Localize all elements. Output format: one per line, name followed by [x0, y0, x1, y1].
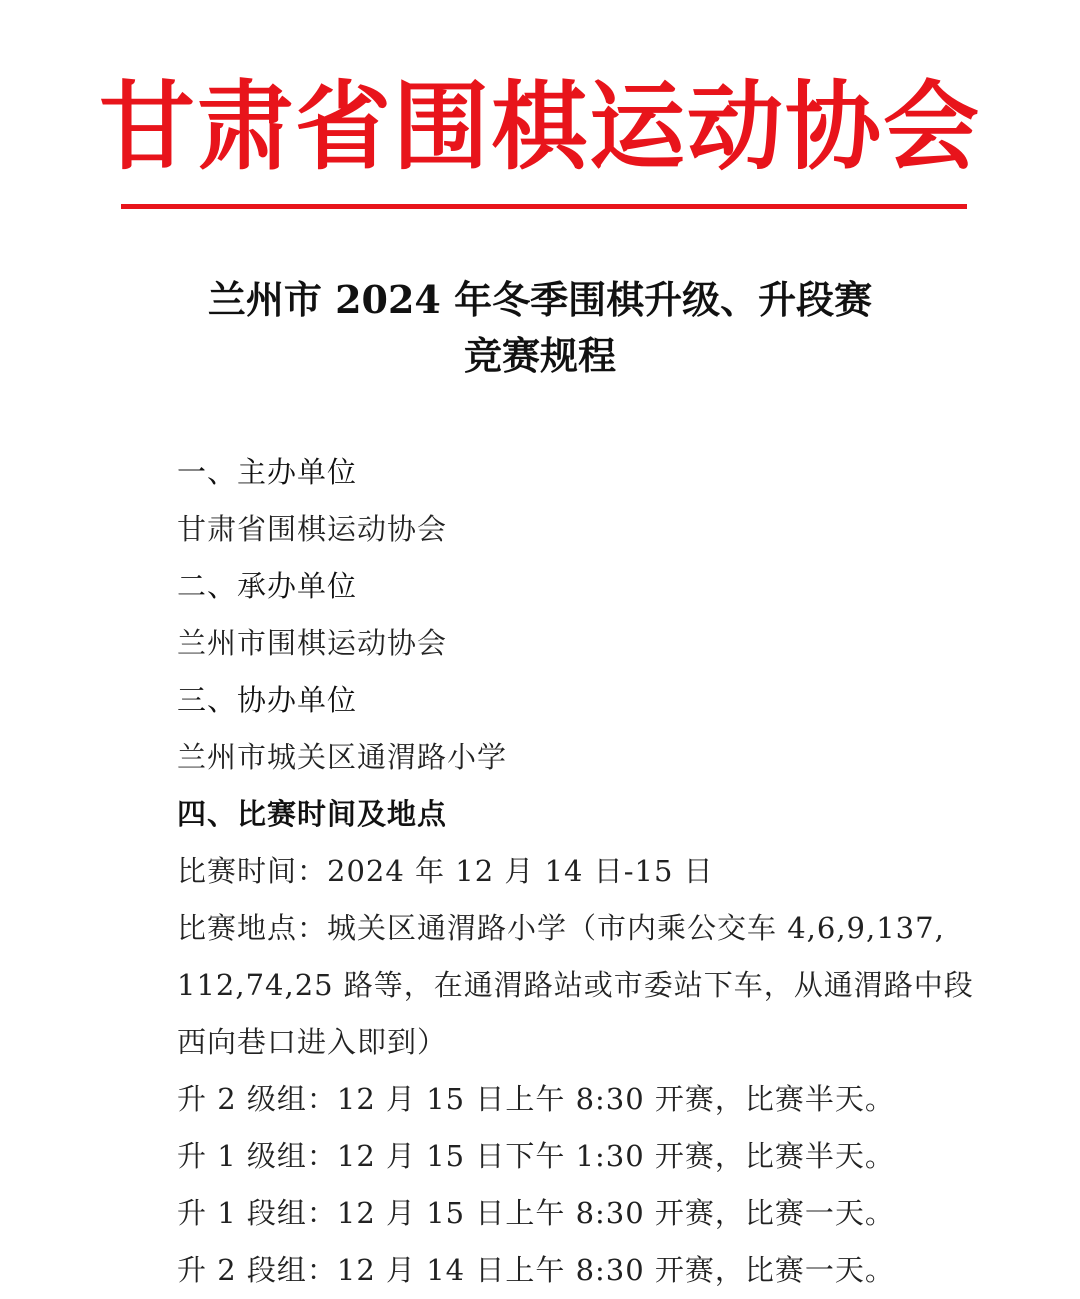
group-schedule-dan1: 升 1 段组：12 月 15 日上午 8:30 开赛，比赛一天。 [177, 1196, 895, 1230]
title-line-2: 竞赛规程 [463, 333, 616, 378]
section-heading-organizer: 一、主办单位 [177, 455, 358, 489]
group-schedule-kyu2: 升 2 级组：12 月 15 日上午 8:30 开赛，比赛半天。 [177, 1082, 895, 1116]
match-venue-line-2: 112,74,25 路等，在通渭路站或市委站下车，从通渭路中段 [177, 968, 974, 1002]
document-body [177, 444, 1007, 1299]
section-heading-co-organizer: 三、协办单位 [177, 683, 358, 717]
header-divider [121, 204, 967, 209]
match-time: 比赛时间：2024 年 12 月 14 日-15 日 [177, 854, 714, 888]
group-schedule-dan2: 升 2 段组：12 月 14 日上午 8:30 开赛，比赛一天。 [177, 1253, 895, 1287]
organizer-text: 甘肃省围棋运动协会 [177, 512, 448, 546]
organization-header: 甘肃省围棋运动协会 [99, 71, 981, 183]
host-text: 兰州市围棋运动协会 [177, 626, 448, 660]
match-venue-line-1: 比赛地点：城关区通渭路小学（市内乘公交车 4,6,9,137, [177, 911, 945, 945]
co-organizer-text: 兰州市城关区通渭路小学 [177, 740, 508, 774]
section-heading-host: 二、承办单位 [177, 569, 358, 603]
title-line-1: 兰州市 2024 年冬季围棋升级、升段赛 [207, 277, 873, 322]
document-title [0, 272, 1080, 384]
section-heading-time-place: 四、比赛时间及地点 [177, 797, 448, 831]
match-venue-line-3: 西向巷口进入即到） [177, 1025, 448, 1059]
group-schedule-kyu1: 升 1 级组：12 月 15 日下午 1:30 开赛，比赛半天。 [177, 1139, 895, 1173]
